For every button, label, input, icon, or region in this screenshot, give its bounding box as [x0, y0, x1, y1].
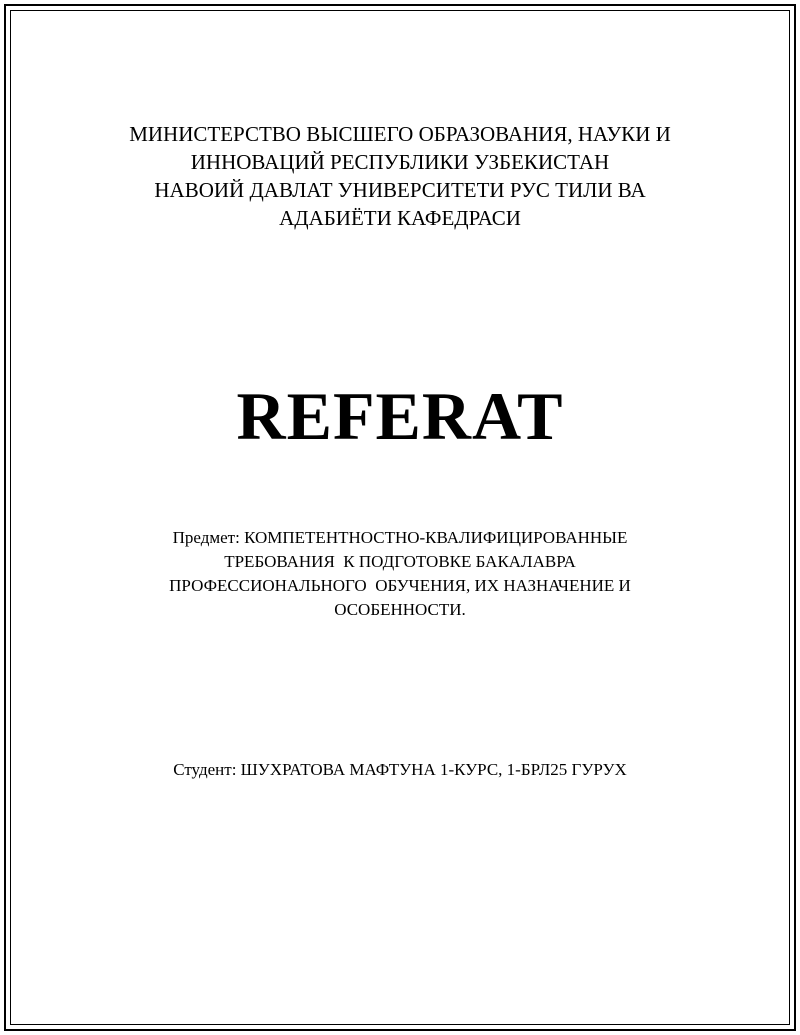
institution-header [0, 120, 800, 232]
subject-line-4: ОСОБЕННОСТИ. [334, 600, 466, 619]
header-line-2: ИННОВАЦИЙ РЕСПУБЛИКИ УЗБЕКИСТАН [190, 150, 610, 174]
header-line-4: АДАБИЁТИ КАФЕДРАСИ [279, 206, 521, 230]
document-title: REFERAT [236, 378, 564, 454]
student-info: Студент: ШУХРАТОВА МАФТУНА 1-КУРС, 1-БРЛ25 ГУРУХ [173, 760, 627, 779]
subject-line-3: ПРОФЕССИОНАЛЬНОГО ОБУЧЕНИЯ, ИХ НАЗНАЧЕНИЕ И [169, 576, 631, 595]
subject-block [0, 526, 800, 622]
header-line-1: МИНИСТЕРСТВО ВЫСШЕГО ОБРАЗОВАНИЯ, НАУКИ И [129, 122, 671, 146]
subject-line-1: Предмет: КОМПЕТЕНТНОСТНО-КВАЛИФИЦИРОВАННЫЕ [172, 528, 628, 547]
header-line-3: НАВОИЙ ДАВЛАТ УНИВЕРСИТЕТИ РУС ТИЛИ ВА [154, 178, 646, 202]
subject-line-2: ТРЕБОВАНИЯ К ПОДГОТОВКЕ БАКАЛАВРА [224, 552, 576, 571]
